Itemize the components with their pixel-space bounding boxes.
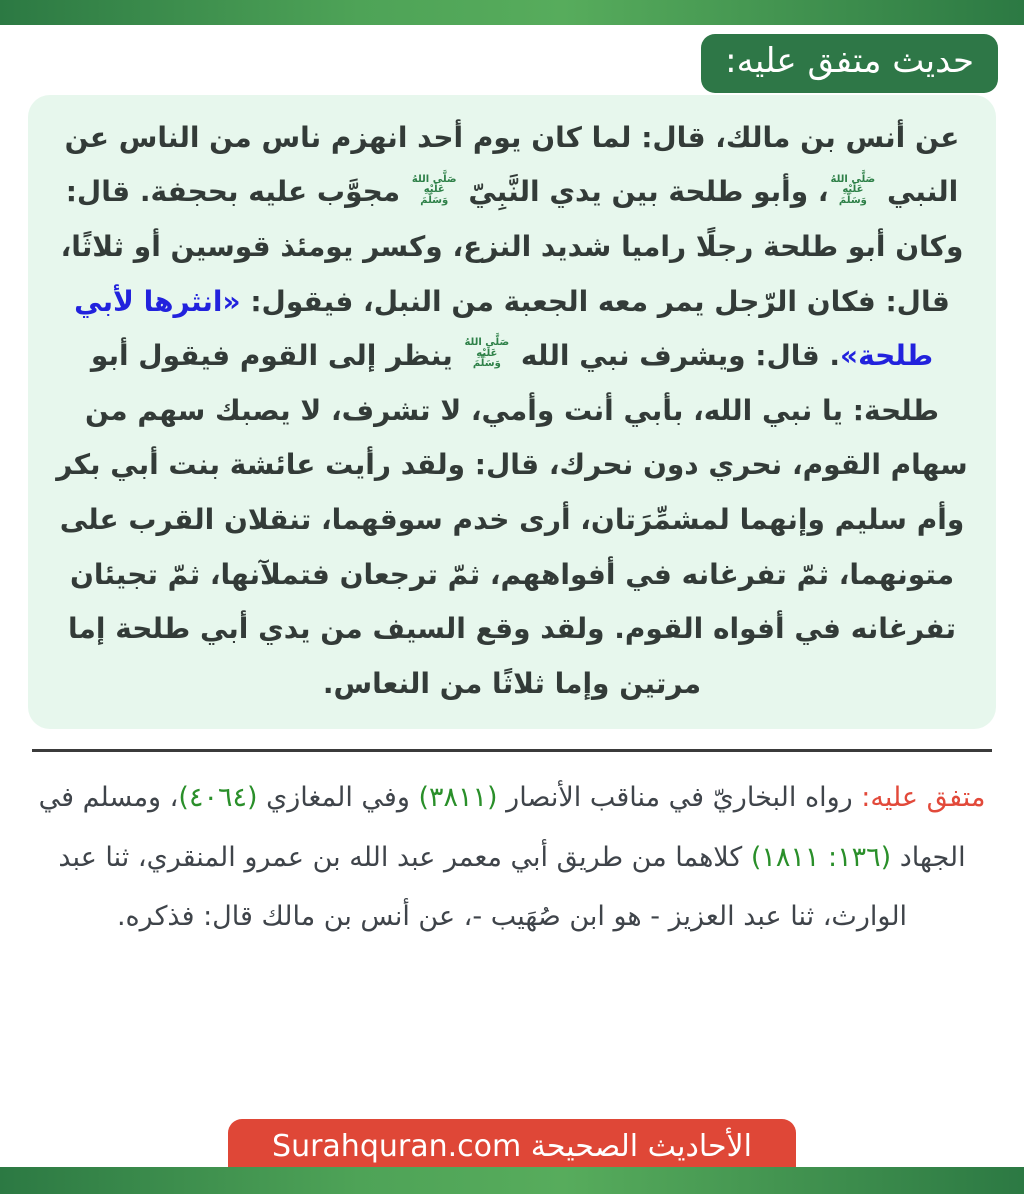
hadith-segment-3: مجوَّب عليه بحجفة. قال: وكان أبو طلحة رجلًا راميا شديد النزع، وكسر يومئذ قوسين أو ثلاثًا، قال: فكان الرّجل يمر معه الجعبة من النبل، فيقول:	[60, 175, 964, 318]
pbuh-line: عَلَيْهِ	[423, 184, 445, 196]
takhrij-label: متفق عليه:	[861, 782, 986, 814]
hadith-segment-1: عن أنس بن مالك، قال: لما كان يوم أحد انهزم ناس من الناس عن النبي	[64, 120, 960, 209]
takhrij-segment-1: رواه البخاريّ في مناقب الأنصار	[497, 782, 862, 814]
takhrij-segment-2: وفي المغازي	[257, 782, 419, 814]
hadith-segment-5: ينظر إلى القوم فيقول أبو طلحة: يا نبي الله، بأبي أنت وأمي، لا تشرف، لا يصبك سهم من سهام القوم، نحري دون نحرك، قال: ولقد رأيت عائشة بنت أبي بكر وأم سليم وإنهما لمشمِّرَتان، أرى خدم سوقهما، تنقلان القرب على متونهما، ثمّ تفرغانه في أفواههم، ثمّ ترجعان فتملآنها، ثمّ تجيئان تفرغانه في أفواه القوم. ولقد وقع السيف من يدي أبي طلحة إما مرتين وإما ثلاثًا من النعاس.	[56, 339, 968, 700]
pbuh-line: وَسَلَّمَ	[420, 194, 449, 206]
reference-number-muslim-jihad: (١٣٦: ١٨١١)	[750, 841, 892, 873]
hadith-type-badge	[701, 34, 998, 93]
pbuh-line: وَسَلَّمَ	[472, 358, 501, 370]
pbuh-line: صَلَّى اللهُ	[830, 173, 876, 185]
reference-number-bukhari-ansar: (٣٨١١)	[418, 782, 498, 814]
pbuh-line: صَلَّى اللهُ	[411, 173, 457, 185]
reference-number-bukhari-maghazi: (٤٠٦٤)	[178, 782, 258, 814]
site-link-label: الأحاديث الصحيحة Surahquran.com	[272, 1129, 752, 1164]
hadith-quoted-phrase: «انثرها لأبي طلحة»	[74, 284, 934, 373]
bottom-decorative-bar	[0, 1167, 1024, 1194]
takhrij-segment-3: ، ومسلم في الجهاد	[38, 782, 966, 873]
pbuh-line: عَلَيْهِ	[842, 184, 864, 196]
hadith-segment-2: ، وأبو طلحة بين يدي النَّبِيّ	[458, 175, 829, 209]
hadith-text	[52, 111, 972, 712]
takhrij-segment-4: كلاهما من طريق أبي معمر عبد الله بن عمرو المنقري، ثنا عبد الوارث، ثنا عبد العزيز - هو ابن صُهَيب -، عن أنس بن مالك قال: فذكره.	[58, 841, 908, 933]
hadith-segment-4: . قال: ويشرف نبي الله	[511, 339, 841, 373]
section-divider	[32, 749, 992, 752]
pbuh-line: وَسَلَّمَ	[838, 194, 867, 206]
pbuh-line: عَلَيْهِ	[476, 347, 498, 359]
pbuh-line: صَلَّى اللهُ	[464, 337, 510, 349]
hadith-text-box	[28, 95, 996, 730]
pbuh-ligature-icon	[831, 175, 876, 207]
takhrij-paragraph	[30, 768, 994, 946]
footer	[0, 1119, 1024, 1194]
hadith-type-label: حديث متفق عليه:	[725, 41, 974, 81]
top-decorative-bar	[0, 0, 1024, 25]
pbuh-ligature-icon	[464, 338, 509, 370]
pbuh-ligature-icon	[412, 175, 457, 207]
